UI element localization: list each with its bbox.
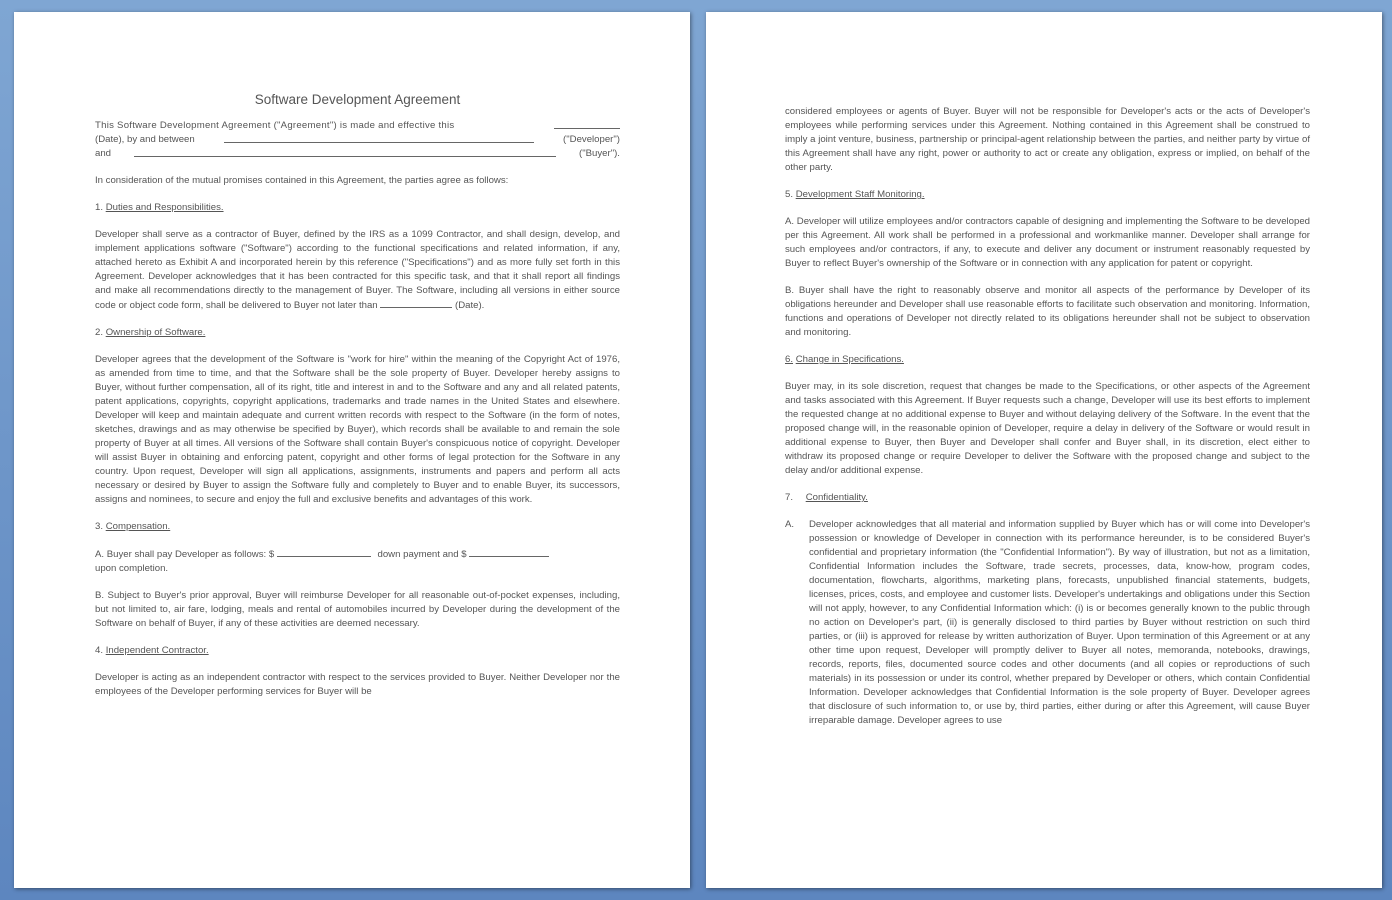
section-7a-marker: A. xyxy=(785,519,795,530)
section-3a-text-2: down payment and $ xyxy=(377,549,467,560)
section-7-title: Confidentiality. xyxy=(805,492,868,503)
section-4-title: Independent Contractor. xyxy=(105,645,209,656)
section-4-heading xyxy=(95,644,620,658)
section-7-heading xyxy=(785,491,1310,505)
consideration-paragraph: In consideration of the mutual promises contained in this Agreement, the parties agree as follows: xyxy=(95,175,509,186)
section-2-title: Ownership of Software. xyxy=(105,327,206,338)
document-title: Software Development Agreement xyxy=(254,92,461,107)
blank-completion-payment xyxy=(469,547,549,557)
intro-block xyxy=(95,119,620,161)
section-5-number: 5. xyxy=(785,189,794,200)
intro-text-1: This Software Development Agreement ("Agreement") is made and effective this xyxy=(95,120,455,131)
section-5-title: Development Staff Monitoring. xyxy=(795,189,925,200)
intro-line-1 xyxy=(95,119,620,133)
section-2-number: 2. xyxy=(95,327,104,338)
section-3a-body xyxy=(95,547,620,576)
section-1-text: Developer shall serve as a contractor of Buyer, defined by the IRS as a 1099 Contractor, and shall design, develop, and implement applications software ("Software") according to the functional specifications and related information, if any, attached hereto as Exhibit A and incorporated herein by this reference ("Specifications") and as more fully set forth in this Agreement. Developer acknowledges that it has been contracted for this specific task, and that it shall report all findings and make all recommendations directly to the management of Buyer. The Software, including all versions in either source code or object code form, shall be delivered to Buyer not later than xyxy=(95,229,620,311)
section-1-body xyxy=(95,228,620,313)
document-page-left xyxy=(14,12,690,888)
section-4-continued: considered employees or agents of Buyer. Buyer will not be responsible for Developer's acts or the acts of Developer's employees while performing services under this Agreement. Nothing contained in this Agreement shall be construed to imply a joint venture, business, partnership or principal-agent relationship between the parties, and neither party by virtue of this Agreement shall have any right, power or authority to act or create any obligation, express or implied, on behalf of the other party. xyxy=(785,106,1310,173)
section-1-title: Duties and Responsibilities. xyxy=(105,202,224,213)
section-6-number: 6. xyxy=(785,354,794,365)
section-2-body: Developer agrees that the development of the Software is "work for hire" within the meaning of the Copyright Act of 1976, as amended from time to time, and that the Software shall be the sole property of Buyer. Developer hereby assigns to Buyer, without further compensation, all of its right, title and interest in and to the Software and any and all related patents, patent applications, copyrights, copyright applications, trademarks and trade names in the United States and elsewhere. Developer will keep and maintain adequate and current written records with respect to the Software (in the form of notes, sketches, drawings and as may otherwise be specified by Buyer), which records shall be available to and remain the sole property of Buyer at all times. All versions of the Software shall contain Buyer's conspicuous notice of copyright. Developer will assist Buyer in obtaining and enforcing patent, copyright and other forms of legal protection for the Software in any country. Upon request, Developer will sign all applications, assignments, instruments and papers and perform all acts necessary or desired by Buyer to assign the Software fully and completely to Buyer and to enable Buyer, its successors, assigns and nominees, to secure and enjoy the full and exclusive benefits and advantages of this work. xyxy=(95,354,620,505)
section-1-heading xyxy=(95,201,620,215)
section-1-date: (Date). xyxy=(455,300,485,311)
section-3a-text-3: upon completion. xyxy=(95,563,169,574)
section-6-heading xyxy=(785,353,1310,367)
intro-line-2 xyxy=(95,133,620,147)
section-6-body: Buyer may, in its sole discretion, request that changes be made to the Specifications, or other aspects of the Agreement and tasks associated with this Agreement. If Buyer requests such a change, Developer will use its best efforts to implement the requested change at no additional expense to Buyer and without delaying delivery of the Software. In the event that the proposed change will, in the reasonable opinion of Developer, require a delay in delivery of the Software or would result in additional expense to Buyer, then Buyer and Developer shall confer and Buyer shall, in its discretion, elect either to withdraw its proposed change or require Developer to deliver the Software with the proposed change and subject to the delay and/or additional expense. xyxy=(785,381,1310,476)
blank-effective-date xyxy=(554,119,620,129)
section-4-body: Developer is acting as an independent contractor with respect to the services provided to Buyer. Neither Developer nor the employees of the Developer performing services for Buyer will be xyxy=(95,672,620,697)
section-7a-item xyxy=(785,518,1310,728)
blank-delivery-date xyxy=(380,298,452,308)
blank-developer-name xyxy=(224,133,534,143)
section-3-title: Compensation. xyxy=(105,521,171,532)
section-3b-body: B. Subject to Buyer's prior approval, Buyer will reimburse Developer for all reasonable out-of-pocket expenses, including, but not limited to, air fare, lodging, meals and rental of automobiles incurred by Developer during the development of the Software on behalf of Buyer, if any of these activities are deemed necessary. xyxy=(95,590,620,629)
section-7a-body: Developer acknowledges that all material and information supplied by Buyer which has or will come into Developer's possession or knowledge of Developer in connection with its performance hereunder, is to be considered Buyer's confidential and proprietary information (the "Confidential Information"). By way of illustration, but not as a limitation, Confidential Information includes the Software, trade secrets, processes, data, know-how, program codes, documentation, flowcharts, algorithms, marketing plans, forecasts, unpublished financial statements, budgets, licenses, prices, costs, and employee and customer lists. Developer's undertakings and obligations under this Section will not apply, however, to any Confidential Information which: (i) is or becomes generally known to the public through no action on Developer's part, (ii) is generally disclosed to third parties by Buyer without restriction on such third parties, or (iii) is approved for release by written authorization of Buyer. Upon termination of this Agreement or at any other time upon request, Developer will promptly deliver to Buyer all notes, memoranda, notebooks, drawings, records, reports, files, documented source codes and other documents (and all copies or reproductions of such materials) in its possession or under its control, whether prepared by Developer or others, which contain Confidential Information. Developer acknowledges that Confidential Information is the sole property of Buyer. Developer agrees that disclosure of such information to, or use by, third parties, either during or after this Agreement, will cause Buyer irreparable damage. Developer agrees to use xyxy=(809,519,1310,726)
intro-text-developer: ("Developer") xyxy=(563,134,620,145)
section-5-heading xyxy=(785,188,1310,202)
section-3a-text-1: A. Buyer shall pay Developer as follows: $ xyxy=(95,549,275,560)
section-4-number: 4. xyxy=(95,645,104,656)
section-3-number: 3. xyxy=(95,521,104,532)
intro-text-buyer: ("Buyer"). xyxy=(579,148,620,159)
intro-text-and: and xyxy=(95,148,112,159)
section-1-number: 1. xyxy=(95,202,104,213)
section-7-number: 7. xyxy=(785,492,794,503)
blank-down-payment xyxy=(277,547,371,557)
intro-text-date: (Date), by and between xyxy=(95,134,195,145)
section-5a-body: A. Developer will utilize employees and/or contractors capable of designing and implementing the Software to be developed per this Agreement. All work shall be performed in a professional and workmanlike manner. Developer shall arrange for such employees and/or contractors, if any, to execute and deliver any document or instrument reasonably requested by Buyer to reflect Buyer's ownership of the Software or in connection with any application for patent or copyright. xyxy=(785,216,1310,269)
intro-line-3 xyxy=(95,147,620,161)
section-5b-body: B. Buyer shall have the right to reasonably observe and monitor all aspects of the performance by Developer of its obligations hereunder and Developer shall use reasonable efforts to facilitate such observation and monitoring. Information, functions and operations of Developer not directly related to its obligations hereunder shall not be subject to observation and monitoring. xyxy=(785,285,1310,338)
section-6-title: Change in Specifications. xyxy=(795,354,904,365)
section-2-heading xyxy=(95,326,620,340)
document-page-right xyxy=(706,12,1382,888)
section-3-heading xyxy=(95,520,620,534)
blank-buyer-name xyxy=(134,147,556,157)
